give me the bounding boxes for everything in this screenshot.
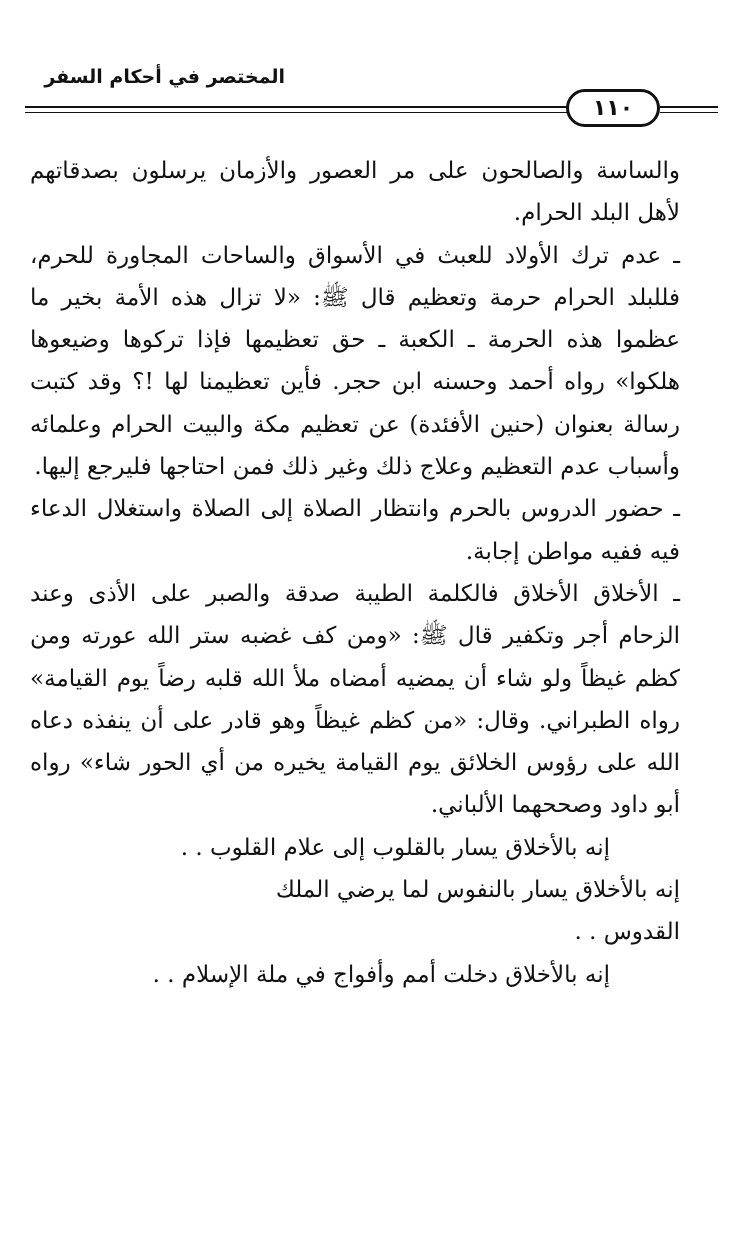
verse-line-2-continued: القدوس . . bbox=[574, 919, 680, 946]
verse-line-2: إنه بالأخلاق يسار بالنفوس لما يرضي الملك bbox=[275, 877, 680, 904]
running-header-title: المختصر في أحكام السفر bbox=[44, 66, 285, 88]
paragraph-1: والساسة والصالحون على مر العصور والأزمان يرسلون بصدقاتهم لأهل البلد الحرام. bbox=[30, 158, 680, 227]
page-body bbox=[30, 150, 680, 996]
paragraph-4: ـ الأخلاق الأخلاق فالكلمة الطيبة صدقة والصبر على الأذى وعند الزحام أجر وتكفير قال ﷺ: «ومن كف غضبه ستر الله عورته ومن كظم غيظاً ولو شاء أن يمضيه أمضاه ملأ الله قلبه رضاً يوم القيامة» رواه الطبراني. وقال: «من كظم غيظاً وهو قادر على أن ينفذه دعاه الله على رؤوس الخلائق يوم القيامة يخيره من أي الحور شاء» رواه أبو داود وصححهما الألباني. bbox=[30, 580, 680, 819]
header-rule-right-thin bbox=[660, 112, 718, 113]
paragraph-3: ـ حضور الدروس بالحرم وانتظار الصلاة إلى الصلاة واستغلال الدعاء فيه ففيه مواطن إجابة. bbox=[30, 496, 680, 565]
paragraph-2: ـ عدم ترك الأولاد للعبث في الأسواق والساحات المجاورة للحرم، فللبلد الحرام حرمة وتعظيم قال ﷺ: «لا تزال هذه الأمة بخير ما عظموا هذه الحرمة ـ الكعبة ـ حق تعظيمها فإذا تركوها وضيعوها هلكوا» رواه أحمد وحسنه ابن حجر. فأين تعظيمنا لها !؟ وقد كتبت رسالة بعنوان (حنين الأفئدة) عن تعظيم مكة والبيت الحرام وعلمائه وأسباب عدم التعظيم وعلاج ذلك وغير ذلك فمن احتاجها فليرجع إليها. bbox=[30, 242, 680, 481]
page-number-badge bbox=[566, 89, 660, 127]
page-number: ١١٠ bbox=[592, 95, 634, 121]
header-rule bbox=[25, 106, 570, 108]
header-rule-thin bbox=[25, 112, 570, 113]
verse-line-3: إنه بالأخلاق دخلت أمم وأفواج في ملة الإسلام . . bbox=[152, 961, 610, 988]
header-rule-right bbox=[660, 106, 718, 108]
verse-line-1: إنه بالأخلاق يسار بالقلوب إلى علام القلوب . . bbox=[180, 834, 610, 861]
